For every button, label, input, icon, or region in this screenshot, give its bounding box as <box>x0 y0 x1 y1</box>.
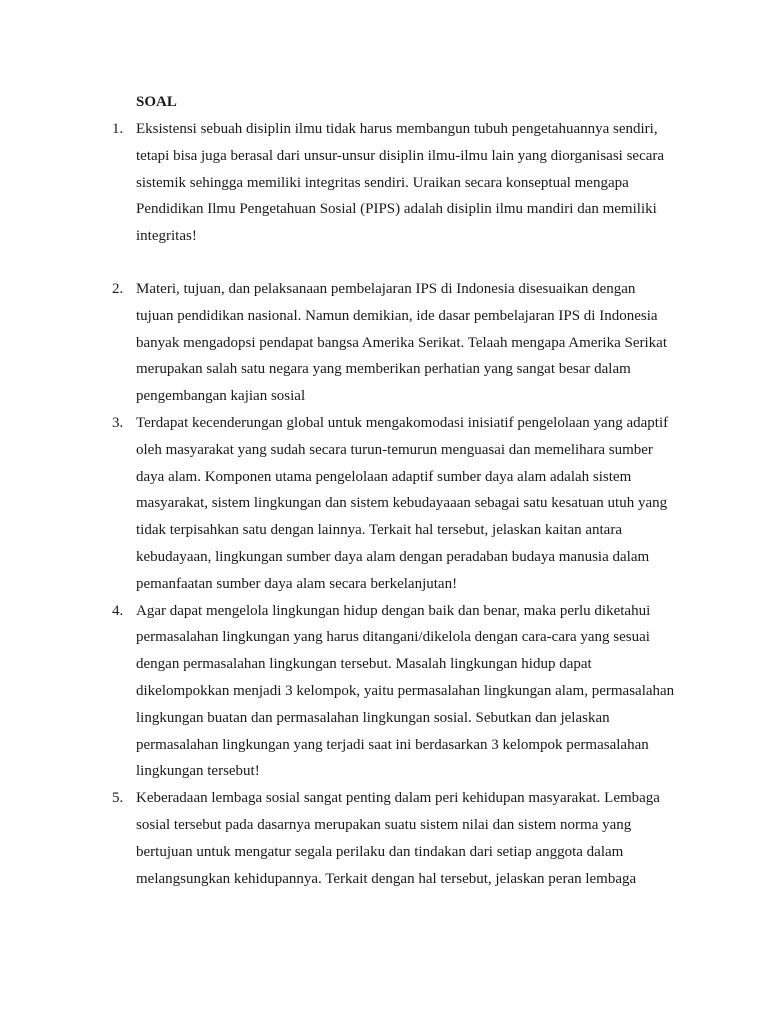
question-number: 2. <box>112 280 124 297</box>
question-list <box>0 116 768 892</box>
document-heading: SOAL <box>136 94 177 110</box>
question-text: Terdapat kecenderungan global untuk mengakomodasi inisiatif pengelolaan yang adaptif oleh masyarakat yang sudah secara turun-temurun menguasai dan memelihara sumber daya alam. Komponen utama pengelolaan adaptif sumber daya alam adalah sistem masyarakat, sistem lingkungan dan sistem kebudayaaan sebagai satu kesatuan utuh yang tidak terpisahkan satu dengan lainnya. Terkait hal tersebut, jelaskan kaitan antara kebudayaan, lingkungan sumber daya alam dengan peradaban budaya manusia dalam pemanfaatan sumber daya alam secara berkelanjutan! <box>136 414 669 592</box>
question-text: Materi, tujuan, dan pelaksanaan pembelajaran IPS di Indonesia disesuaikan dengan tujuan pendidikan nasional. Namun demikian, ide dasar pembelajaran IPS di Indonesia banyak mengadopsi pendapat bangsa Amerika Serikat. Telaah mengapa Amerika Serikat merupakan salah satu negara yang memberikan perhatian yang sangat besar dalam pengembangan kajian sosial <box>136 280 667 405</box>
question-item-2 <box>0 276 676 410</box>
question-item-5 <box>0 785 676 892</box>
question-text: Agar dapat mengelola lingkungan hidup dengan baik dan benar, maka perlu diketahui permasalahan lingkungan yang harus ditangani/dikelola dengan cara-cara yang sesuai dengan permasalahan lingkungan tersebut. Masalah lingkungan hidup dapat dikelompokkan menjadi 3 kelompok, yaitu permasalahan lingkungan alam, permasalahan lingkungan buatan dan permasalahan lingkungan sosial. Sebutkan dan jelaskan permasalahan lingkungan yang terjadi saat ini berdasarkan 3 kelompok permasalahan lingkungan tersebut! <box>136 602 675 780</box>
question-item-1 <box>0 116 676 250</box>
question-text: Keberadaan lembaga sosial sangat penting dalam peri kehidupan masyarakat. Lembaga sosial tersebut pada dasarnya merupakan suatu sistem nilai dan sistem norma yang bertujuan untuk mengatur segala perilaku dan tindakan dari setiap anggota dalam melangsungkan kehidupannya. Terkait dengan hal tersebut, jelaskan peran lembaga <box>136 790 660 887</box>
question-number: 4. <box>112 602 124 619</box>
question-number: 1. <box>112 121 124 137</box>
question-item-4 <box>0 598 676 786</box>
question-item-3 <box>0 410 676 598</box>
question-number: 5. <box>112 790 124 807</box>
question-text: Eksistensi sebuah disiplin ilmu tidak harus membangun tubuh pengetahuannya sendiri, tetapi bisa juga berasal dari unsur-unsur disiplin ilmu-ilmu lain yang diorganisasi secara sistemik sehingga memiliki integritas sendiri. Uraikan secara konseptual mengapa Pendidikan Ilmu Pengetahuan Sosial (PIPS) adalah disiplin ilmu mandiri dan memiliki integritas! <box>136 121 665 245</box>
question-number: 3. <box>112 414 124 431</box>
